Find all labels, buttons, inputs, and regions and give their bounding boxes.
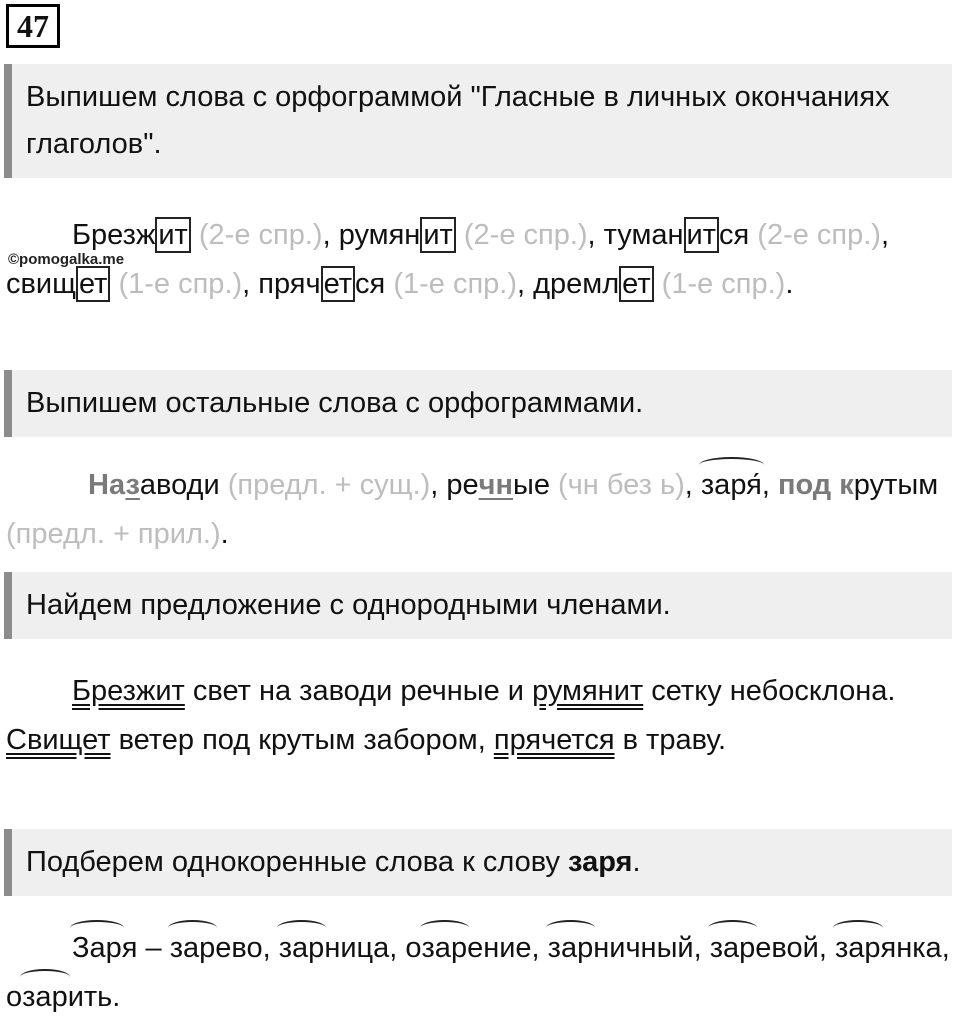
paragraph-sentence bbox=[6, 667, 950, 765]
note: (чн без ь) bbox=[549, 469, 685, 501]
text: в траву. bbox=[614, 724, 727, 756]
word: Брезж bbox=[72, 219, 156, 251]
note: (предл. + прил.) bbox=[6, 518, 221, 550]
text: ение, bbox=[467, 932, 548, 964]
word: ые bbox=[512, 469, 550, 501]
word: , ре bbox=[430, 469, 479, 501]
predicate: Брезжит bbox=[72, 675, 185, 707]
punct: , bbox=[684, 469, 701, 501]
word: аводи bbox=[139, 469, 220, 501]
note: (2-е спр.) bbox=[190, 219, 323, 251]
root-arc: зар bbox=[835, 924, 881, 973]
paragraph-verbs bbox=[6, 211, 950, 309]
root-arc: зар bbox=[710, 924, 756, 973]
ending-box: ит bbox=[155, 217, 190, 253]
section-header-2 bbox=[4, 370, 952, 437]
root-arc: зар bbox=[279, 924, 325, 973]
ending-box: ит bbox=[684, 217, 719, 253]
predicate: прячется bbox=[493, 724, 615, 756]
ending-box: ет bbox=[321, 266, 355, 302]
paragraph-other bbox=[6, 461, 950, 559]
ending-box: ет bbox=[76, 266, 110, 302]
watermark: ©pomogalka.me bbox=[8, 251, 125, 268]
punct: . bbox=[785, 268, 794, 300]
text: ево, bbox=[215, 932, 279, 964]
word: рутым bbox=[853, 469, 939, 501]
ending-box: ит bbox=[420, 217, 455, 253]
text: ветер под крутым забором, bbox=[110, 724, 494, 756]
header-text: Подберем однокоренные слова к слову bbox=[26, 846, 569, 878]
word: з bbox=[125, 469, 140, 501]
word: ся bbox=[719, 219, 750, 251]
section-header-1 bbox=[4, 64, 952, 178]
text: евой, bbox=[755, 932, 835, 964]
note: (предл. + сущ.) bbox=[219, 469, 431, 501]
word-root-arc: заря́ bbox=[701, 461, 762, 510]
header-text: Найдем предложение с однородными членами. bbox=[26, 589, 671, 621]
predicate: румянит bbox=[532, 675, 644, 707]
paragraph-cognates bbox=[6, 924, 950, 1022]
exercise-number: 47 bbox=[6, 4, 60, 48]
predicate: Свищет bbox=[6, 724, 111, 756]
root-arc: зар bbox=[548, 924, 594, 973]
punct: . bbox=[220, 518, 229, 550]
text: я – bbox=[121, 932, 170, 964]
header-keyword: заря bbox=[568, 846, 633, 878]
root-arc: зар bbox=[422, 924, 468, 973]
text: янка, о bbox=[6, 932, 950, 1013]
word: На bbox=[88, 469, 126, 501]
root-arc: зар bbox=[170, 924, 216, 973]
text: свет на заводи речные и bbox=[184, 675, 533, 707]
note: (2-е спр.) bbox=[455, 219, 588, 251]
header-punct: . bbox=[632, 846, 641, 878]
word: , свищ bbox=[6, 219, 890, 300]
header-text: Выпишем остальные слова с орфограммами. bbox=[26, 387, 644, 419]
word: , туман bbox=[587, 219, 684, 251]
text: ничный, bbox=[593, 932, 710, 964]
section-header-4 bbox=[4, 829, 952, 896]
word: ся bbox=[355, 268, 386, 300]
word: , румян bbox=[322, 219, 421, 251]
text: сетку небосклона. bbox=[643, 675, 896, 707]
word: чн bbox=[478, 469, 513, 501]
root-arc: Зар bbox=[72, 924, 122, 973]
note: (1-е спр.) bbox=[385, 268, 517, 300]
word: , дремл bbox=[517, 268, 620, 300]
text: ница, о bbox=[324, 932, 422, 964]
word: к bbox=[839, 469, 854, 501]
note: (1-е спр.) bbox=[110, 268, 243, 300]
punct: , bbox=[761, 469, 778, 501]
root-arc: зар bbox=[22, 973, 68, 1022]
text: ить. bbox=[67, 981, 121, 1013]
header-text: Выпишем слова с орфограммой "Гласные в личных окончаниях глаголов". bbox=[26, 81, 890, 160]
note: (2-е спр.) bbox=[749, 219, 881, 251]
word: , пряч bbox=[242, 268, 321, 300]
section-header-3 bbox=[4, 572, 952, 639]
ending-box: ет bbox=[619, 266, 653, 302]
note: (1-е спр.) bbox=[653, 268, 786, 300]
word: под bbox=[777, 469, 832, 501]
